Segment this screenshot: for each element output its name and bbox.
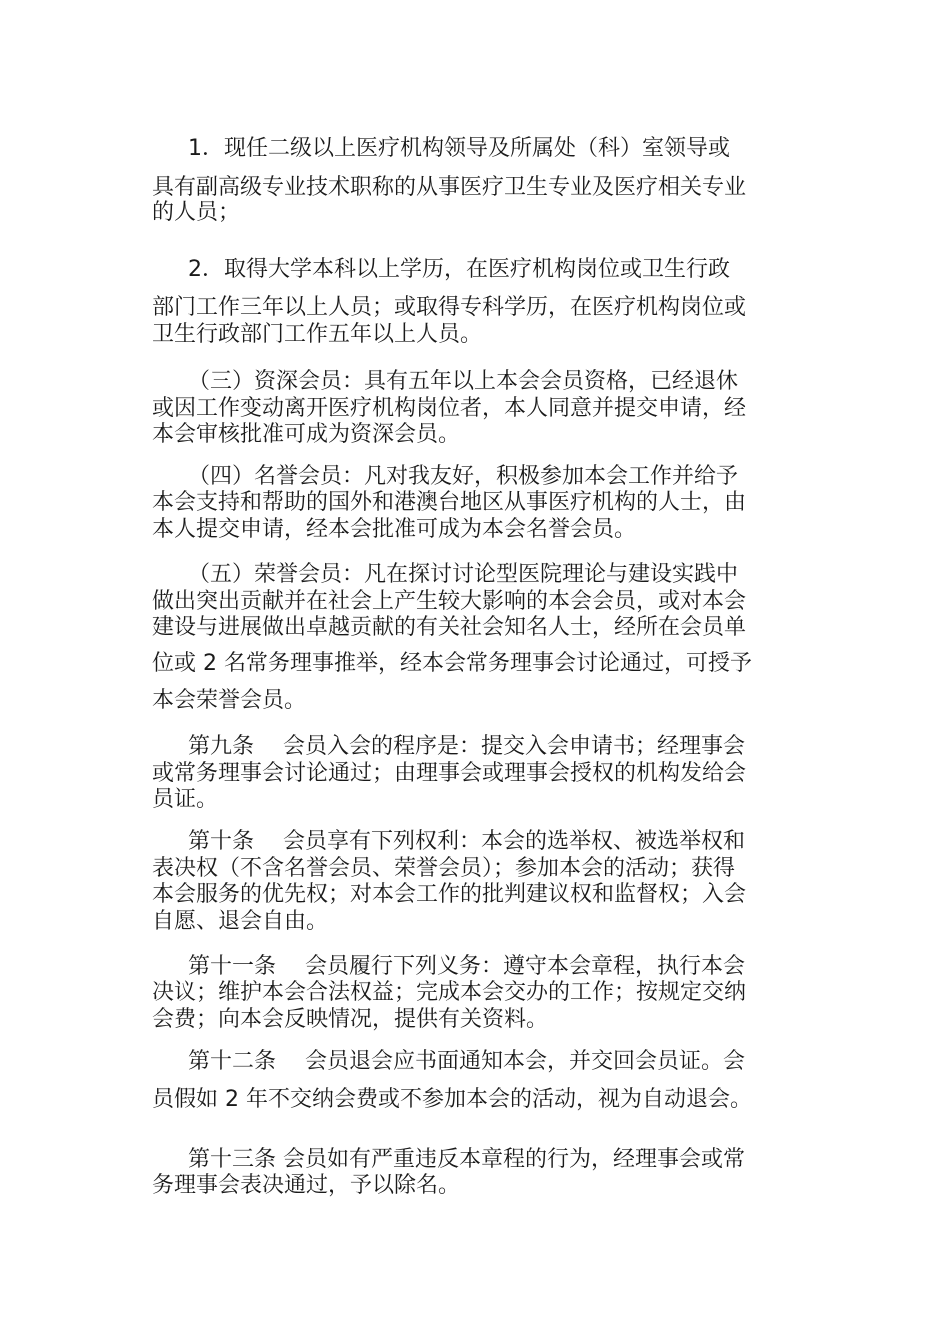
text-line: 或因工作变动离开医疗机构岗位者，本人同意并提交申请，经 xyxy=(152,396,747,421)
text-line: 务理事会表决通过，予以除名。 xyxy=(152,1173,461,1198)
text-line: 第十二条 会员退会应书面通知本会，并交回会员证。会 xyxy=(188,1049,745,1074)
text-line: 第九条 会员入会的程序是：提交入会申请书；经理事会 xyxy=(188,734,745,759)
text-line: 本会审核批准可成为资深会员。 xyxy=(152,422,461,447)
text-line: 第十条 会员享有下列权利：本会的选举权、被选举权和 xyxy=(188,829,745,854)
text-line: 表决权（不含名誉会员、荣誉会员）；参加本会的活动；获得 xyxy=(152,856,736,881)
text-line: （三）资深会员：具有五年以上本会会员资格，已经退休 xyxy=(188,369,739,394)
text-line: 做出突出贡献并在社会上产生较大影响的本会会员，或对本会 xyxy=(152,589,747,614)
text-line: 本会服务的优先权；对本会工作的批判建议权和监督权；入会 xyxy=(152,882,747,907)
text-line: 具有副高级专业技术职称的从事医疗卫生专业及医疗相关专业 xyxy=(152,175,747,200)
text-line: 部门工作三年以上人员；或取得专科学历，在医疗机构岗位或 xyxy=(152,295,747,320)
text-line: 本会荣誉会员。 xyxy=(152,688,307,713)
text-line: （四）名誉会员：凡对我友好，积极参加本会工作并给予 xyxy=(188,464,739,489)
text-line: 卫生行政部门工作五年以上人员。 xyxy=(152,322,483,347)
text-line: 会费；向本会反映情况，提供有关资料。 xyxy=(152,1007,549,1032)
text-line: 员假如 2 年不交纳会费或不参加本会的活动，视为自动退会。 xyxy=(152,1087,752,1112)
text-line: 或常务理事会讨论通过；由理事会或理事会授权的机构发给会 xyxy=(152,761,747,786)
text-line: 第十一条 会员履行下列义务：遵守本会章程，执行本会 xyxy=(188,954,745,979)
text-line: 本会支持和帮助的国外和港澳台地区从事医疗机构的人士，由 xyxy=(152,490,747,515)
text-line: 本人提交申请，经本会批准可成为本会名誉会员。 xyxy=(152,517,637,542)
text-line: 的人员； xyxy=(152,200,241,225)
text-line: 位或 2 名常务理事推举，经本会常务理事会讨论通过，可授予 xyxy=(152,651,752,676)
text-line: 2．取得大学本科以上学历，在医疗机构岗位或卫生行政 xyxy=(188,257,730,282)
text-line: 第十三条 会员如有严重违反本章程的行为，经理事会或常 xyxy=(188,1147,745,1172)
text-line: 建设与进展做出卓越贡献的有关社会知名人士，经所在会员单 xyxy=(152,615,747,640)
text-line: 自愿、退会自由。 xyxy=(152,909,329,934)
text-line: （五）荣誉会员：凡在探讨讨论型医院理论与建设实践中 xyxy=(188,562,739,587)
text-line: 1．现任二级以上医疗机构领导及所属处（科）室领导或 xyxy=(188,136,730,161)
text-line: 决议；维护本会合法权益；完成本会交办的工作；按规定交纳 xyxy=(152,980,747,1005)
text-line: 员证。 xyxy=(152,787,219,812)
